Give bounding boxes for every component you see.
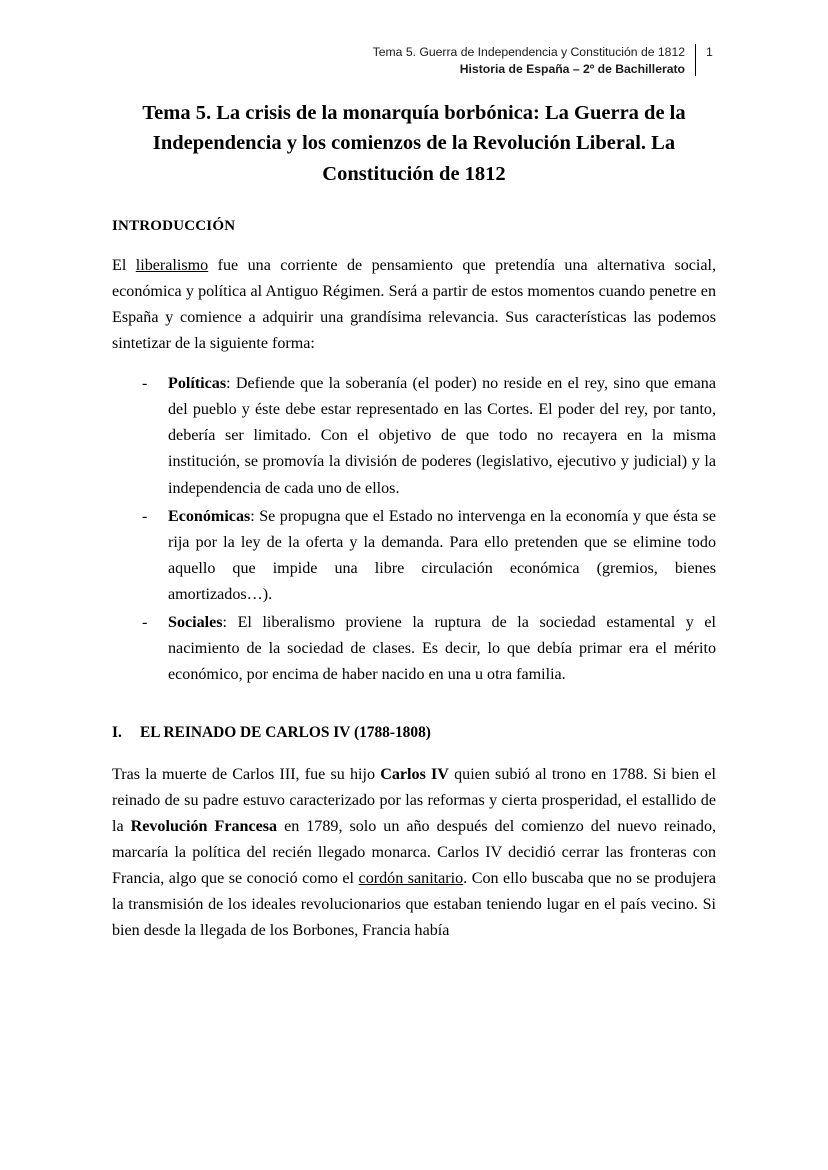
p1-text-2: quien subió al trono en 1788. Si bien el reinado de su padre estuvo caracterizado por las reformas y cierta prosperidad, el estallido de la: [112, 766, 716, 836]
header-divider: [695, 44, 696, 76]
list-item-term: Sociales: [168, 613, 223, 631]
document-body: [112, 218, 716, 958]
page-number: 1: [706, 45, 713, 59]
section-title: EL REINADO DE CARLOS IV (1788-1808): [140, 724, 431, 741]
list-item: [112, 371, 716, 501]
p1-underline-cordon-sanitario: cordón sanitario: [358, 870, 464, 888]
page-header: [112, 44, 720, 78]
p1-text-3: en 1789, solo un año después del comienzo del nuevo reinado, marcaría la política del recién llegado monarca. Carlos IV decidió cerrar las fronteras con Francia, algo que se conoció como el: [112, 818, 717, 888]
section-one-paragraph: [112, 762, 716, 944]
list-item: [112, 504, 716, 608]
list-bullet: -: [142, 375, 148, 393]
header-text-block: [373, 44, 695, 78]
list-bullet: -: [142, 613, 148, 631]
list-item-text: : El liberalismo proviene la ruptura de la sociedad estamental y el nacimiento de la sociedad de clases. Es decir, lo que debía primar era el mérito económico, por encima de haber nacido en una u otra familia.: [168, 613, 716, 683]
list-item: [112, 610, 716, 688]
list-item-term: Económicas: [168, 507, 251, 525]
header-topic-line: Tema 5. Guerra de Independencia y Constitución de 1812: [372, 45, 685, 59]
p1-text-1: Tras la muerte de Carlos III, fue su hijo: [112, 766, 381, 783]
intro-text-start: El: [112, 257, 136, 274]
section-one-heading: [112, 724, 716, 742]
list-item-text: : Defiende que la soberanía (el poder) no reside en el rey, sino que emana del pueblo y éste debe estar representado en las Cortes. El poder del rey, por tanto, debería ser limitado. Con el objetivo de que todo no recayera en la misma institución, se promovía la división de poderes (legislativo, ejecutivo y judicial) y la independencia de cada uno de ellos.: [168, 375, 716, 497]
list-bullet: -: [142, 507, 148, 525]
intro-keyword: liberalismo: [135, 257, 209, 274]
intro-paragraph: [112, 253, 716, 357]
header-subject-line: Historia de España – 2º de Bachillerato: [459, 61, 685, 76]
page-title: Tema 5. La crisis de la monarquía borbónica: La Guerra de la Independencia y los comienzos de la Revolución Liberal. La Constitución de 1812: [142, 102, 686, 185]
section-numeral: I.: [112, 724, 122, 741]
p1-bold-revolucion-francesa: Revolución Francesa: [130, 818, 278, 836]
intro-text-end: fue una corriente de pensamiento que pretendía una alternativa social, económica y política al Antiguo Régimen. Será a partir de estos momentos cuando penetre en España y comience a adquirir una grandísima relevancia. Sus características las podemos sintetizar de la siguiente forma:: [112, 257, 717, 353]
intro-heading: INTRODUCCIÓN: [112, 218, 236, 234]
p1-bold-carlos-iv: Carlos IV: [380, 766, 449, 783]
features-list: [112, 371, 716, 688]
list-item-term: Políticas: [168, 375, 227, 393]
p1-text-4: . Con ello buscaba que no se produjera la transmisión de los ideales revolucionarios que estaban teniendo lugar en el país vecino. Si bien desde la llegada de los Borbones, Francia había: [112, 870, 716, 940]
list-item-text: : Se propugna que el Estado no intervenga en la economía y que ésta se rija por la ley de la oferta y la demanda. Para ello pretenden que se elimine todo aquello que impide una libre circulación económica (gremios, bienes amortizados…).: [168, 507, 716, 603]
